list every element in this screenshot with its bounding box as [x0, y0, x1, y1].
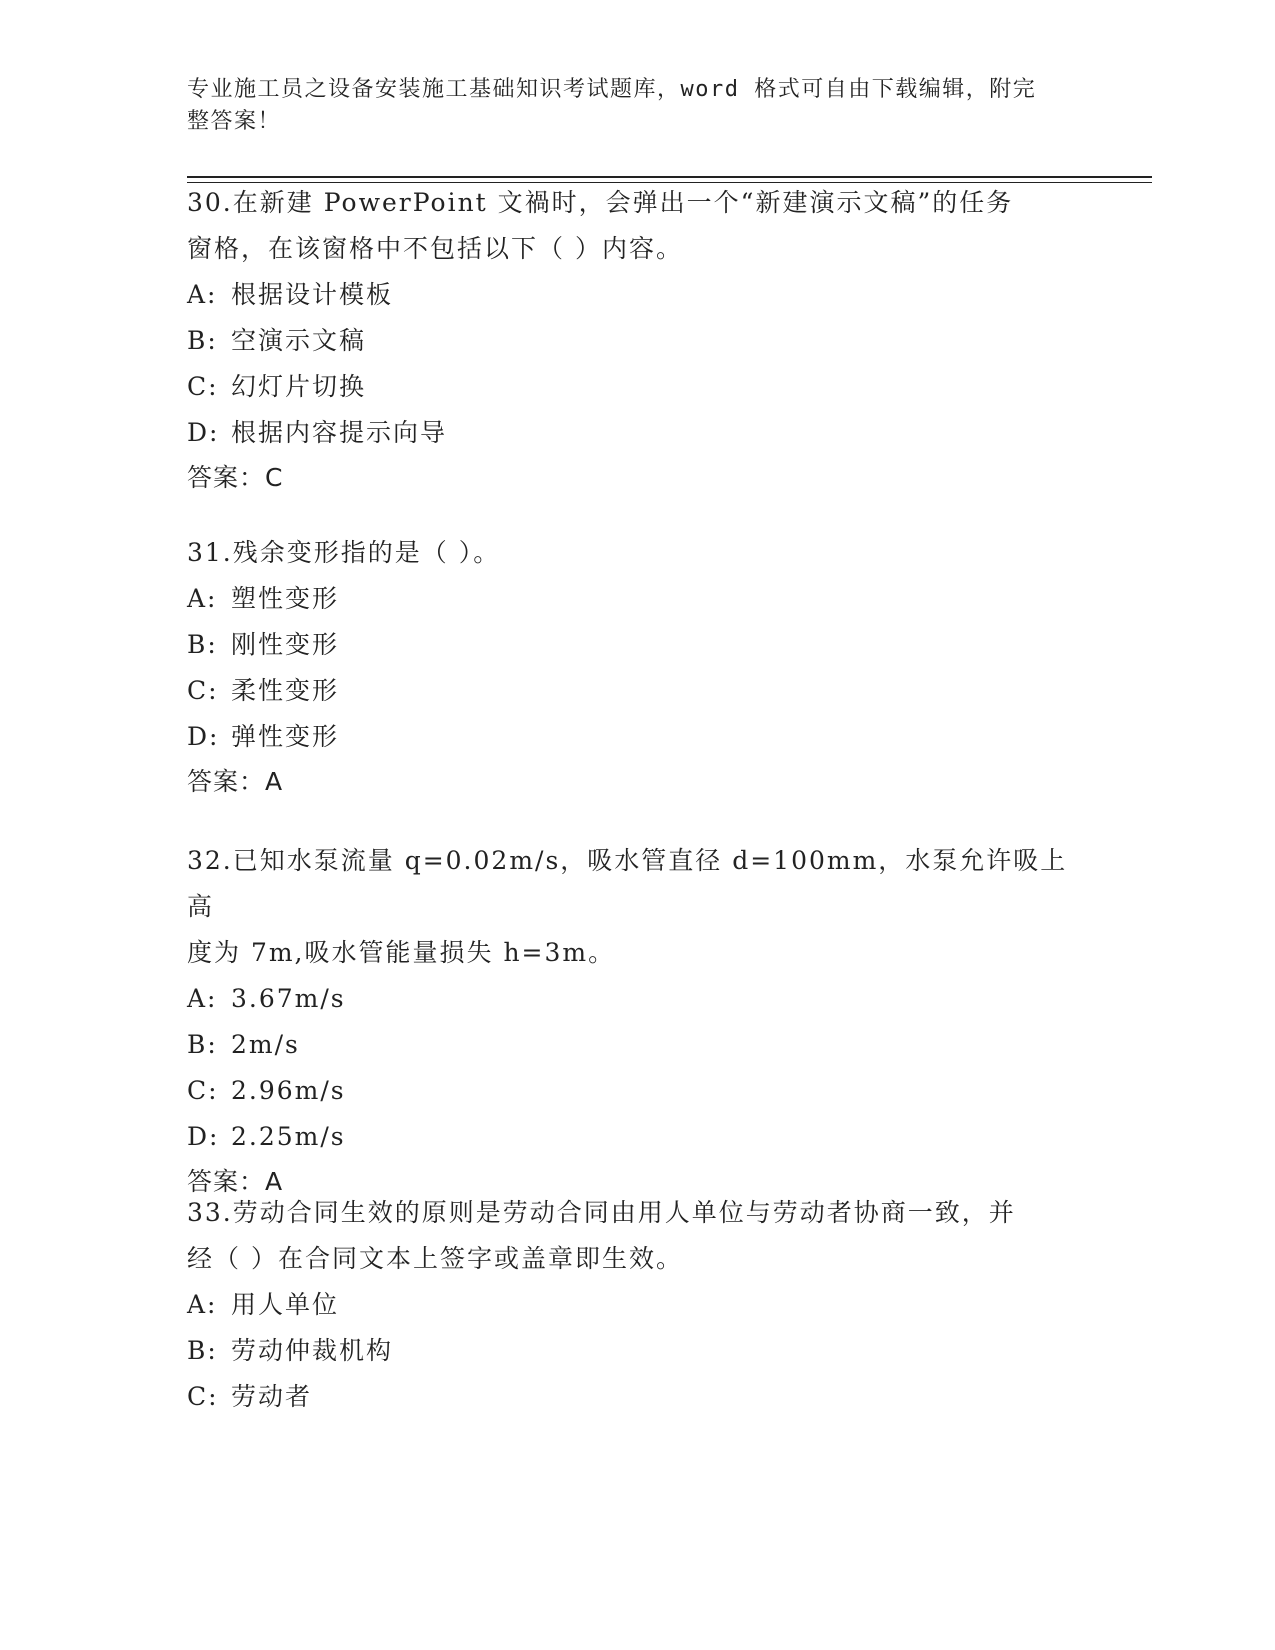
option-label: B:: [187, 630, 218, 659]
option-text: 空演示文稿: [231, 326, 367, 355]
question-stem: 33.劳动合同生效的原则是劳动合同由用人单位与劳动者协商一致，并: [187, 1198, 1016, 1227]
option-label: B:: [187, 1336, 218, 1365]
option-text: 2m/s: [231, 1030, 300, 1059]
option-label: A:: [187, 984, 218, 1013]
option-label: A:: [187, 1290, 218, 1319]
option-text: 塑性变形: [231, 584, 340, 613]
header-line-2: 整答案！: [187, 109, 282, 134]
option-c: [187, 1374, 1087, 1420]
answer-line: 答案：C: [187, 463, 284, 492]
option-d: [187, 1114, 1087, 1160]
document-header: [187, 74, 1067, 138]
option-label: C:: [187, 676, 219, 705]
option-label: A:: [187, 584, 218, 613]
option-b: [187, 1328, 1087, 1374]
option-c: [187, 668, 1087, 714]
option-label: C:: [187, 1382, 219, 1411]
option-b: [187, 1022, 1087, 1068]
option-label: A:: [187, 280, 218, 309]
option-label: D:: [187, 418, 220, 447]
option-c: [187, 364, 1087, 410]
option-d: [187, 410, 1087, 456]
option-label: C:: [187, 1076, 219, 1105]
option-a: [187, 976, 1087, 1022]
answer-line: 答案：A: [187, 1167, 284, 1196]
option-a: [187, 576, 1087, 622]
question-stem-continued: 窗格，在该窗格中不包括以下（ ）内容。: [187, 234, 683, 263]
option-text: 柔性变形: [231, 676, 340, 705]
option-a: [187, 272, 1087, 318]
option-text: 劳动者: [231, 1382, 313, 1411]
option-text: 劳动仲裁机构: [231, 1336, 394, 1365]
question-30: [187, 180, 1087, 500]
option-d: [187, 714, 1087, 760]
option-label: D:: [187, 1122, 220, 1151]
option-label: B:: [187, 1030, 218, 1059]
question-stem: 31.残余变形指的是（ ）。: [187, 538, 501, 567]
option-text: 3.67m/s: [231, 984, 346, 1013]
header-line-1: 专业施工员之设备安装施工基础知识考试题库，word 格式可自由下载编辑，附完: [187, 77, 1037, 102]
question-stem-continued: 度为 7m,吸水管能量损失 h=3m。: [187, 938, 616, 967]
question-32: [187, 838, 1087, 1204]
question-stem: 32.已知水泵流量 q=0.02m/s，吸水管直径 d=100mm，水泵允许吸上高: [187, 846, 1068, 921]
option-b: [187, 318, 1087, 364]
option-text: 弹性变形: [231, 722, 340, 751]
option-b: [187, 622, 1087, 668]
option-text: 根据内容提示向导: [231, 418, 448, 447]
option-text: 用人单位: [231, 1290, 340, 1319]
option-text: 2.96m/s: [231, 1076, 346, 1105]
option-label: B:: [187, 326, 218, 355]
option-text: 刚性变形: [231, 630, 340, 659]
option-c: [187, 1068, 1087, 1114]
option-text: 根据设计模板: [231, 280, 394, 309]
option-label: C:: [187, 372, 219, 401]
option-a: [187, 1282, 1087, 1328]
option-text: 幻灯片切换: [231, 372, 367, 401]
question-stem-continued: 经（ ）在合同文本上签字或盖章即生效。: [187, 1244, 683, 1273]
option-text: 2.25m/s: [231, 1122, 346, 1151]
option-label: D:: [187, 722, 220, 751]
answer-line: 答案：A: [187, 767, 284, 796]
header-divider-thick: [187, 176, 1152, 178]
question-31: [187, 530, 1087, 804]
question-stem: 30.在新建 PowerPoint 文禍时，会弹出一个“新建演示文稿”的任务: [187, 188, 1014, 217]
question-33: [187, 1190, 1087, 1420]
